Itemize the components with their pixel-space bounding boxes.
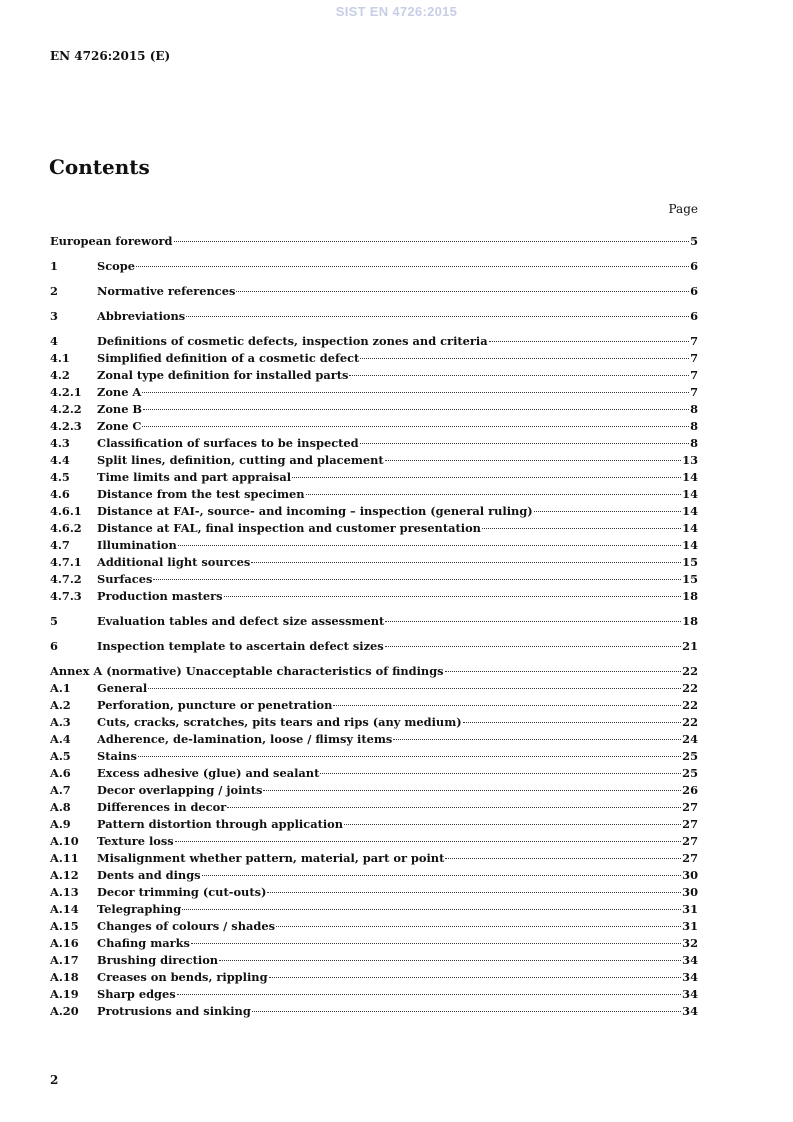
toc-entry[interactable] bbox=[50, 1003, 698, 1020]
toc-entry-number: A.10 bbox=[50, 834, 79, 848]
toc-entry-title: Scope bbox=[97, 259, 135, 273]
toc-entry-number: 6 bbox=[50, 639, 58, 653]
toc-entry[interactable] bbox=[50, 799, 698, 816]
toc-entry[interactable] bbox=[50, 935, 698, 952]
toc-entry-number: 4.1 bbox=[50, 351, 70, 365]
toc-entry-page: 8 bbox=[690, 402, 698, 416]
toc-entry-page: 15 bbox=[682, 572, 698, 586]
toc-entry-title: Split lines, definition, cutting and placement bbox=[97, 453, 384, 467]
toc-entry-page: 34 bbox=[682, 1004, 698, 1018]
toc-entry-title: Surfaces bbox=[97, 572, 153, 586]
dot-leader bbox=[267, 892, 681, 893]
toc-entry-page: 13 bbox=[682, 453, 698, 467]
toc-entry-page: 22 bbox=[682, 664, 698, 678]
toc-entry-title: Zone B bbox=[97, 402, 143, 416]
toc-entry-title: Production masters bbox=[97, 589, 223, 603]
toc-entry-page: 26 bbox=[682, 783, 698, 797]
dot-leader bbox=[292, 477, 681, 478]
dot-leader bbox=[236, 291, 689, 292]
toc-entry[interactable] bbox=[50, 867, 698, 884]
dot-leader bbox=[186, 316, 689, 317]
toc-entry-title: Evaluation tables and defect size assessment bbox=[97, 614, 385, 628]
toc-entry[interactable] bbox=[50, 367, 698, 384]
page-title: Contents bbox=[49, 155, 150, 179]
toc-entry-number: 4.3 bbox=[50, 436, 70, 450]
toc-entry[interactable] bbox=[50, 452, 698, 469]
toc-entry-page: 27 bbox=[682, 800, 698, 814]
toc-entry-page: 30 bbox=[682, 868, 698, 882]
page-column-label: Page bbox=[668, 202, 698, 216]
toc-entry-page: 14 bbox=[682, 470, 698, 484]
toc-entry-page: 6 bbox=[690, 284, 698, 298]
toc-entry[interactable] bbox=[50, 283, 698, 300]
toc-entry-title: Texture loss bbox=[97, 834, 174, 848]
toc-entry-page: 24 bbox=[682, 732, 698, 746]
toc-entry[interactable] bbox=[50, 571, 698, 588]
toc-entry-number: A.4 bbox=[50, 732, 71, 746]
toc-entry[interactable] bbox=[50, 503, 698, 520]
dot-leader bbox=[489, 341, 689, 342]
toc-entry[interactable] bbox=[50, 816, 698, 833]
toc-entry-number: 4.7.3 bbox=[50, 589, 82, 603]
toc-entry[interactable] bbox=[50, 833, 698, 850]
toc-entry[interactable] bbox=[50, 520, 698, 537]
toc-entry[interactable] bbox=[50, 588, 698, 605]
toc-entry-title: Illumination bbox=[97, 538, 177, 552]
toc-entry-number: A.13 bbox=[50, 885, 79, 899]
dot-leader bbox=[178, 545, 681, 546]
toc-entry-title: Decor overlapping / joints bbox=[97, 783, 263, 797]
toc-entry-page: 31 bbox=[682, 902, 698, 916]
toc-entry[interactable] bbox=[50, 714, 698, 731]
table-of-contents bbox=[50, 233, 698, 1020]
toc-entry[interactable] bbox=[50, 901, 698, 918]
toc-entry-title: General bbox=[97, 681, 148, 695]
dot-leader bbox=[385, 460, 681, 461]
toc-entry[interactable] bbox=[50, 731, 698, 748]
toc-entry-page: 14 bbox=[682, 538, 698, 552]
document-identifier: EN 4726:2015 (E) bbox=[50, 49, 171, 63]
toc-entry[interactable] bbox=[50, 663, 698, 680]
toc-entry[interactable] bbox=[50, 418, 698, 435]
toc-entry-number: A.6 bbox=[50, 766, 71, 780]
dot-leader bbox=[263, 790, 681, 791]
toc-entry-title: Definitions of cosmetic defects, inspection zones and criteria bbox=[97, 334, 488, 348]
toc-entry-number: A.8 bbox=[50, 800, 71, 814]
dot-leader bbox=[227, 807, 681, 808]
toc-entry-number: 4.2 bbox=[50, 368, 70, 382]
toc-entry-number: 1 bbox=[50, 259, 58, 273]
toc-entry-title: Misalignment whether pattern, material, part or point bbox=[97, 851, 445, 865]
toc-entry-title: Dents and dings bbox=[97, 868, 201, 882]
toc-entry[interactable] bbox=[50, 918, 698, 935]
toc-entry-number: A.9 bbox=[50, 817, 71, 831]
toc-entry[interactable] bbox=[50, 680, 698, 697]
page-number: 2 bbox=[50, 1073, 59, 1087]
toc-entry-title: Telegraphing bbox=[97, 902, 182, 916]
toc-entry[interactable] bbox=[50, 952, 698, 969]
dot-leader bbox=[219, 960, 681, 961]
toc-entry-title: Zone A bbox=[97, 385, 142, 399]
toc-entry-number: 5 bbox=[50, 614, 58, 628]
toc-entry-page: 8 bbox=[690, 436, 698, 450]
toc-entry[interactable] bbox=[50, 782, 698, 799]
toc-entry-page: 30 bbox=[682, 885, 698, 899]
toc-entry-number: A.18 bbox=[50, 970, 79, 984]
dot-leader bbox=[385, 621, 681, 622]
dot-leader bbox=[360, 358, 689, 359]
toc-entry-number: 2 bbox=[50, 284, 58, 298]
toc-entry[interactable] bbox=[50, 969, 698, 986]
dot-leader bbox=[138, 756, 681, 757]
toc-entry[interactable] bbox=[50, 308, 698, 325]
toc-entry-title: Decor trimming (cut-outs) bbox=[97, 885, 267, 899]
toc-entry[interactable] bbox=[50, 384, 698, 401]
dot-leader bbox=[252, 1011, 681, 1012]
toc-entry-page: 21 bbox=[682, 639, 698, 653]
toc-entry-page: 7 bbox=[690, 334, 698, 348]
toc-entry[interactable] bbox=[50, 258, 698, 275]
toc-entry-number: A.2 bbox=[50, 698, 71, 712]
toc-entry[interactable] bbox=[50, 537, 698, 554]
toc-entry-page: 5 bbox=[690, 234, 698, 248]
toc-entry-title: Additional light sources bbox=[97, 555, 251, 569]
toc-entry-number: A.15 bbox=[50, 919, 79, 933]
toc-entry-page: 7 bbox=[690, 351, 698, 365]
toc-entry[interactable] bbox=[50, 748, 698, 765]
dot-leader bbox=[393, 739, 681, 740]
toc-entry-title: Simplified definition of a cosmetic defect bbox=[97, 351, 360, 365]
toc-entry-title: Pattern distortion through application bbox=[97, 817, 344, 831]
toc-entry-title: Protrusions and sinking bbox=[97, 1004, 251, 1018]
dot-leader bbox=[182, 909, 681, 910]
dot-leader bbox=[177, 994, 681, 995]
dot-leader bbox=[175, 841, 681, 842]
toc-entry-title: Changes of colours / shades bbox=[97, 919, 276, 933]
toc-entry-page: 25 bbox=[682, 749, 698, 763]
dot-leader bbox=[445, 671, 682, 672]
toc-entry[interactable] bbox=[50, 613, 698, 630]
toc-entry-number: 4.2.3 bbox=[50, 419, 82, 433]
toc-entry[interactable] bbox=[50, 697, 698, 714]
toc-entry-page: 32 bbox=[682, 936, 698, 950]
toc-entry-number: 4.6.1 bbox=[50, 504, 82, 518]
toc-entry-number: A.5 bbox=[50, 749, 71, 763]
toc-entry-title: Zone C bbox=[97, 419, 142, 433]
toc-entry-number: A.17 bbox=[50, 953, 79, 967]
toc-entry-page: 22 bbox=[682, 715, 698, 729]
toc-entry-title: Classification of surfaces to be inspected bbox=[97, 436, 359, 450]
toc-entry-page: 34 bbox=[682, 970, 698, 984]
dot-leader bbox=[174, 241, 690, 242]
toc-entry-title: European foreword bbox=[50, 234, 173, 248]
toc-entry-page: 34 bbox=[682, 987, 698, 1001]
toc-entry[interactable] bbox=[50, 884, 698, 901]
toc-entry-title: Creases on bends, rippling bbox=[97, 970, 268, 984]
toc-entry-title: Chafing marks bbox=[97, 936, 190, 950]
dot-leader bbox=[320, 773, 681, 774]
toc-entry-title: Perforation, puncture or penetration bbox=[97, 698, 333, 712]
toc-entry[interactable] bbox=[50, 435, 698, 452]
toc-entry-number: A.11 bbox=[50, 851, 79, 865]
dot-leader bbox=[344, 824, 681, 825]
toc-entry[interactable] bbox=[50, 233, 698, 250]
toc-entry-title: Excess adhesive (glue) and sealant bbox=[97, 766, 320, 780]
watermark: SIST EN 4726:2015 bbox=[335, 4, 458, 19]
dot-leader bbox=[360, 443, 689, 444]
toc-entry-number: 4.7.1 bbox=[50, 555, 82, 569]
dot-leader bbox=[153, 579, 681, 580]
dot-leader bbox=[136, 266, 689, 267]
dot-leader bbox=[251, 562, 681, 563]
dot-leader bbox=[385, 646, 681, 647]
dot-leader bbox=[148, 688, 681, 689]
toc-entry-page: 14 bbox=[682, 521, 698, 535]
toc-entry-title: Normative references bbox=[97, 284, 236, 298]
toc-entry-number: 4.7 bbox=[50, 538, 70, 552]
toc-entry-number: A.16 bbox=[50, 936, 79, 950]
toc-entry-page: 18 bbox=[682, 614, 698, 628]
dot-leader bbox=[445, 858, 681, 859]
toc-entry-title: Annex A (normative) Unacceptable characteristics of findings bbox=[50, 664, 444, 678]
toc-entry[interactable] bbox=[50, 638, 698, 655]
dot-leader bbox=[202, 875, 682, 876]
toc-entry-title: Adherence, de-lamination, loose / flimsy items bbox=[97, 732, 393, 746]
toc-entry[interactable] bbox=[50, 469, 698, 486]
dot-leader bbox=[349, 375, 689, 376]
dot-leader bbox=[269, 977, 682, 978]
toc-entry[interactable] bbox=[50, 350, 698, 367]
toc-entry-number: A.3 bbox=[50, 715, 71, 729]
toc-entry-page: 6 bbox=[690, 259, 698, 273]
dot-leader bbox=[463, 722, 681, 723]
dot-leader bbox=[224, 596, 682, 597]
toc-entry-number: 4.6 bbox=[50, 487, 70, 501]
dot-leader bbox=[191, 943, 681, 944]
toc-entry[interactable] bbox=[50, 486, 698, 503]
toc-entry-number: 4.5 bbox=[50, 470, 70, 484]
toc-entry-page: 27 bbox=[682, 834, 698, 848]
toc-entry[interactable] bbox=[50, 333, 698, 350]
toc-entry-number: 4.7.2 bbox=[50, 572, 82, 586]
toc-entry[interactable] bbox=[50, 554, 698, 571]
toc-entry-page: 27 bbox=[682, 817, 698, 831]
toc-entry-page: 22 bbox=[682, 681, 698, 695]
toc-entry-number: 4.4 bbox=[50, 453, 70, 467]
toc-entry-number: 3 bbox=[50, 309, 58, 323]
toc-entry-number: 4.2.1 bbox=[50, 385, 82, 399]
toc-entry-title: Time limits and part appraisal bbox=[97, 470, 292, 484]
toc-entry-number: A.12 bbox=[50, 868, 79, 882]
dot-leader bbox=[143, 409, 689, 410]
toc-entry-title: Abbreviations bbox=[97, 309, 186, 323]
toc-entry-title: Inspection template to ascertain defect sizes bbox=[97, 639, 384, 653]
toc-entry[interactable] bbox=[50, 986, 698, 1003]
toc-entry-page: 14 bbox=[682, 504, 698, 518]
toc-entry-number: A.1 bbox=[50, 681, 71, 695]
toc-entry-page: 7 bbox=[690, 368, 698, 382]
toc-entry-page: 25 bbox=[682, 766, 698, 780]
toc-entry-title: Distance from the test specimen bbox=[97, 487, 305, 501]
toc-entry-number: A.19 bbox=[50, 987, 79, 1001]
toc-entry[interactable] bbox=[50, 850, 698, 867]
dot-leader bbox=[142, 392, 689, 393]
toc-entry-page: 14 bbox=[682, 487, 698, 501]
toc-entry-page: 31 bbox=[682, 919, 698, 933]
toc-entry-page: 18 bbox=[682, 589, 698, 603]
dot-leader bbox=[276, 926, 681, 927]
toc-entry-page: 34 bbox=[682, 953, 698, 967]
toc-entry-number: 4.2.2 bbox=[50, 402, 82, 416]
toc-entry-page: 15 bbox=[682, 555, 698, 569]
toc-entry-number: 4.6.2 bbox=[50, 521, 82, 535]
toc-entry-number: A.20 bbox=[50, 1004, 79, 1018]
toc-entry-page: 7 bbox=[690, 385, 698, 399]
toc-entry-title: Brushing direction bbox=[97, 953, 219, 967]
dot-leader bbox=[482, 528, 681, 529]
toc-entry-title: Stains bbox=[97, 749, 137, 763]
toc-entry-title: Sharp edges bbox=[97, 987, 176, 1001]
dot-leader bbox=[534, 511, 681, 512]
toc-entry-number: A.14 bbox=[50, 902, 79, 916]
dot-leader bbox=[306, 494, 682, 495]
toc-entry[interactable] bbox=[50, 765, 698, 782]
toc-entry-page: 22 bbox=[682, 698, 698, 712]
dot-leader bbox=[142, 426, 689, 427]
toc-entry-page: 8 bbox=[690, 419, 698, 433]
toc-entry-title: Distance at FAL, final inspection and customer presentation bbox=[97, 521, 481, 535]
toc-entry-title: Zonal type definition for installed parts bbox=[97, 368, 349, 382]
toc-entry-page: 6 bbox=[690, 309, 698, 323]
toc-entry-number: A.7 bbox=[50, 783, 71, 797]
toc-entry-title: Distance at FAI-, source- and incoming – inspection (general ruling) bbox=[97, 504, 533, 518]
toc-entry-page: 27 bbox=[682, 851, 698, 865]
dot-leader bbox=[333, 705, 681, 706]
toc-entry-number: 4 bbox=[50, 334, 58, 348]
toc-entry-title: Cuts, cracks, scratches, pits tears and rips (any medium) bbox=[97, 715, 462, 729]
toc-entry-title: Differences in decor bbox=[97, 800, 227, 814]
toc-entry[interactable] bbox=[50, 401, 698, 418]
